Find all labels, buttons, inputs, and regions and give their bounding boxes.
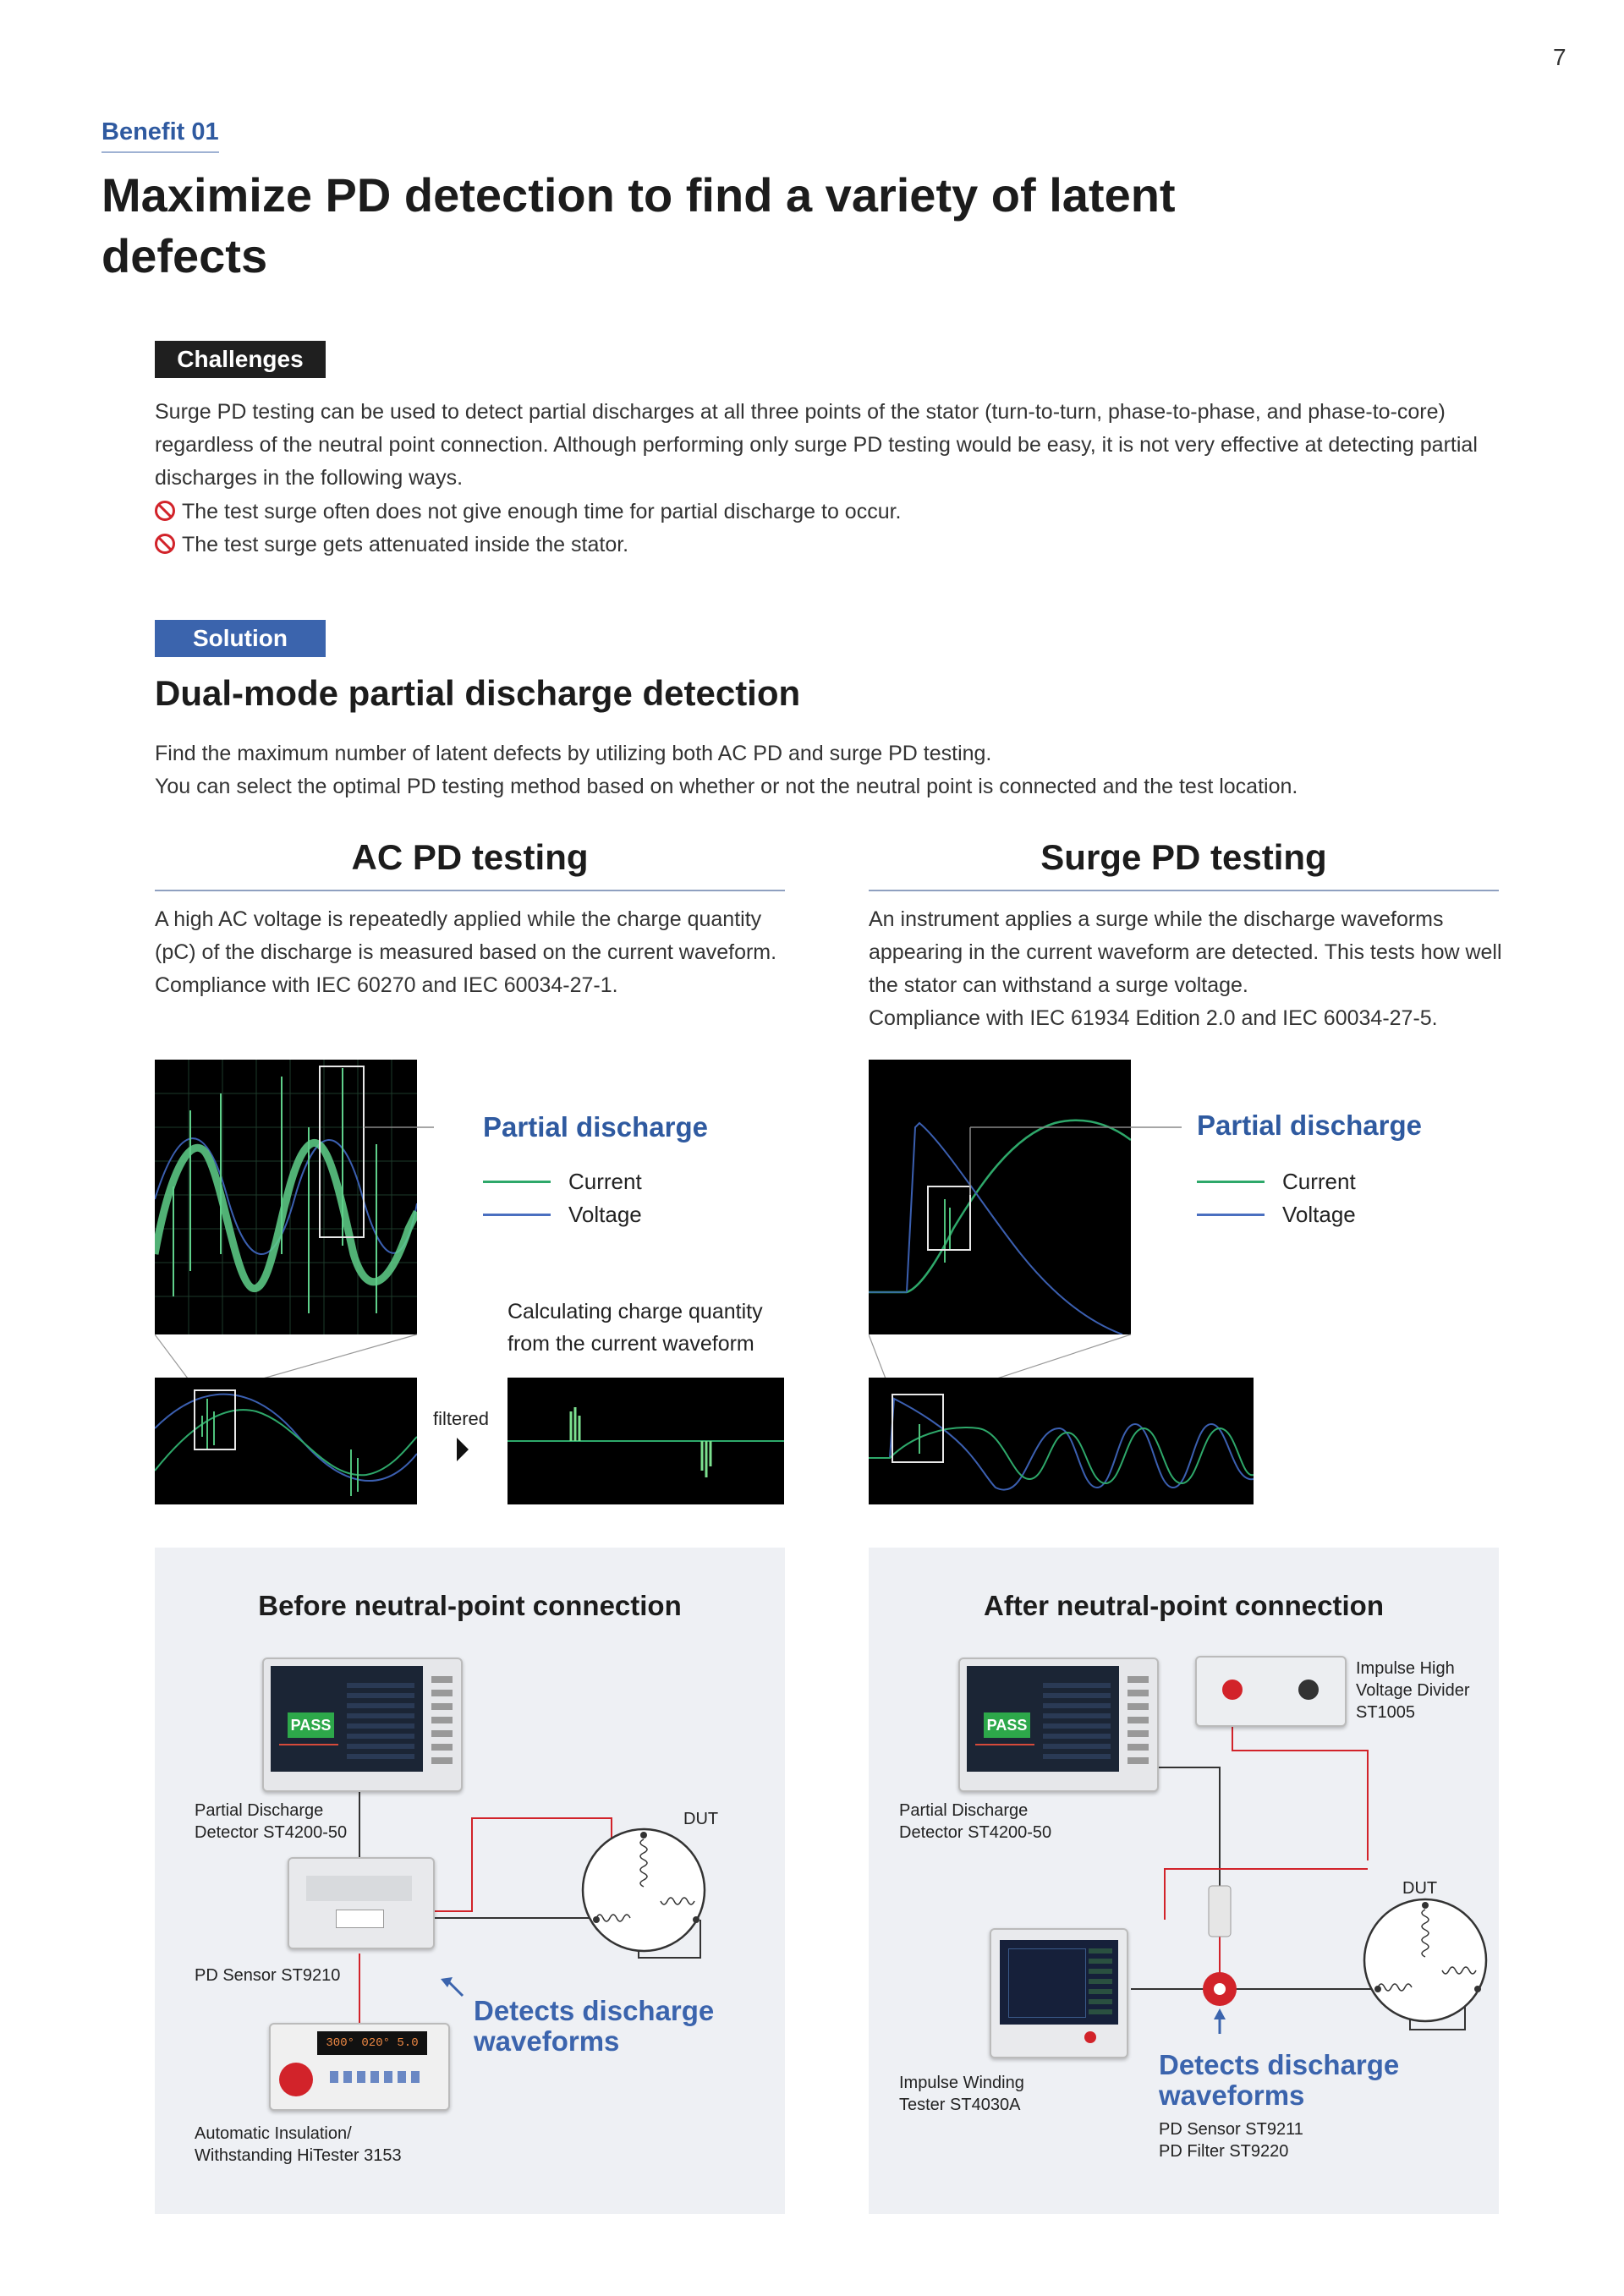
challenges-text: Surge PD testing can be used to detect partial discharges at all three points of the stator (turn-to-turn, phase-to-phase, and phase-to-core) regardless of the neutral point connection. Although performing only surge PD testing would be easy, it is not very effective at detecting partial discharges in the following ways.	[155, 400, 1478, 490]
after-detector-label	[899, 1800, 1051, 1844]
ac-zoom-connector-lines	[155, 1060, 476, 1398]
ac-filtered-waveform-graphic	[508, 1378, 784, 1504]
detector-label-line-1: Partial Discharge	[899, 1801, 1029, 1820]
sensor-filter-line-2: PD Filter ST9220	[1159, 2142, 1289, 2161]
page-number: 7	[1553, 44, 1566, 70]
impulse-winding-tester-image	[990, 1928, 1128, 2058]
divider-label	[1356, 1658, 1470, 1723]
detects-line-1: Detects discharge	[474, 1995, 715, 2026]
divider-line-3: ST1005	[1356, 1703, 1416, 1722]
current-legend-swatch	[1197, 1181, 1265, 1183]
pd-sensor-st9210-label: PD Sensor ST9210	[195, 1966, 341, 1985]
challenge-bullet	[155, 496, 1525, 529]
surge-pd-title: Surge PD testing	[869, 837, 1499, 891]
divider-line-2: Voltage Divider	[1356, 1681, 1470, 1700]
pass-indicator: PASS	[984, 1712, 1030, 1738]
solution-tag: Solution	[155, 620, 326, 657]
ac-zoom-waveform-graphic	[155, 1378, 417, 1504]
challenge-bullet	[155, 529, 1525, 562]
surge-zoom-waveform-graphic	[869, 1378, 1254, 1504]
detects-line-1: Detects discharge	[1159, 2049, 1400, 2080]
calc-line-1: Calculating charge quantity	[508, 1300, 763, 1323]
after-detects-text	[1159, 2050, 1399, 2111]
surge-zoom-connector-lines	[869, 1060, 1190, 1398]
page-title: Maximize PD detection to find a variety of latent defects	[102, 168, 1176, 282]
solution-line-2: You can select the optimal PD testing method based on whether or not the neutral point is connected and the test location.	[155, 775, 1298, 798]
solution-line-1: Find the maximum number of latent defects by utilizing both AC PD and surge PD testing.	[155, 742, 992, 765]
ac-pd-compliance: Compliance with IEC 60270 and IEC 60034-27-1.	[155, 973, 618, 997]
ac-pd-title: AC PD testing	[155, 837, 785, 891]
prohibited-icon	[155, 501, 175, 521]
arrow-right-icon	[457, 1438, 469, 1461]
current-legend-label: Current	[1282, 1169, 1356, 1194]
surge-partial-discharge-label: Partial discharge	[1197, 1110, 1422, 1141]
detector-label-line-1: Partial Discharge	[195, 1801, 324, 1820]
bullet-text: The test surge gets attenuated inside the stator.	[182, 533, 629, 556]
surge-pd-text: An instrument applies a surge while the discharge waveforms appearing in the current waveform are detected. This tests how well the stator can withstand a surge voltage.	[869, 907, 1502, 997]
pass-indicator: PASS	[288, 1712, 334, 1738]
current-legend-label: Current	[568, 1169, 642, 1194]
before-detector-label	[195, 1800, 347, 1844]
hitester-3153-image	[269, 2023, 450, 2111]
surge-zoom-waveform-screen	[869, 1378, 1254, 1504]
after-dut-label: DUT	[1402, 1879, 1438, 1898]
benefit-label: Benefit 01	[102, 118, 219, 153]
surge-pd-description	[869, 903, 1503, 1035]
sensor-filter-line-1: PD Sensor ST9211	[1159, 2120, 1303, 2139]
ac-pd-text: A high AC voltage is repeatedly applied while the charge quantity (pC) of the discharge is measured based on the current waveform.	[155, 907, 777, 964]
impulse-divider-st1005-image	[1195, 1656, 1347, 1727]
tester-display: 300° 020° 5.0	[317, 2031, 427, 2055]
current-legend-swatch	[483, 1181, 551, 1183]
sensor-filter-label	[1159, 2118, 1303, 2162]
solution-heading: Dual-mode partial discharge detection	[155, 673, 801, 713]
winding-tester-label	[899, 2072, 1024, 2116]
ac-partial-discharge-label: Partial discharge	[483, 1111, 708, 1143]
after-panel-title: After neutral-point connection	[984, 1590, 1384, 1621]
voltage-legend-label: Voltage	[568, 1202, 642, 1227]
detector-label-line-2: Detector ST4200-50	[899, 1823, 1052, 1842]
calc-line-2: from the current waveform	[508, 1332, 754, 1356]
prohibited-icon	[155, 534, 175, 554]
winding-line-1: Impulse Winding	[899, 2074, 1024, 2092]
voltage-legend-swatch	[1197, 1214, 1265, 1216]
voltage-legend-label: Voltage	[1282, 1202, 1356, 1227]
tester-label-line-1: Automatic Insulation/	[195, 2124, 352, 2143]
before-detects-text	[474, 1996, 714, 2057]
bullet-text: The test surge often does not give enough time for partial discharge to occur.	[182, 500, 902, 523]
before-panel-title: Before neutral-point connection	[258, 1590, 682, 1621]
before-wiring-diagram	[155, 1548, 785, 2214]
calc-text	[508, 1296, 763, 1360]
divider-line-1: Impulse High	[1356, 1659, 1455, 1678]
surge-pd-compliance: Compliance with IEC 61934 Edition 2.0 and IEC 60034-27-5.	[869, 1006, 1438, 1030]
winding-line-2: Tester ST4030A	[899, 2096, 1021, 2114]
hitester-label	[195, 2123, 402, 2167]
detector-label-line-2: Detector ST4200-50	[195, 1823, 348, 1842]
ac-pd-description	[155, 903, 789, 1002]
before-dut-label: DUT	[683, 1810, 719, 1828]
ac-zoom-waveform-screen	[155, 1378, 417, 1504]
pd-detector-st4200-image	[958, 1658, 1159, 1792]
pd-detector-st4200-image	[262, 1658, 463, 1792]
pd-sensor-st9210-image	[288, 1857, 435, 1949]
detects-line-2: waveforms	[474, 2025, 620, 2057]
filtered-label: filtered	[433, 1408, 490, 1429]
detects-line-2: waveforms	[1159, 2080, 1305, 2111]
voltage-legend-swatch	[483, 1214, 551, 1216]
challenges-tag: Challenges	[155, 341, 326, 378]
ac-filtered-waveform-screen	[508, 1378, 784, 1504]
tester-label-line-2: Withstanding HiTester 3153	[195, 2146, 402, 2165]
